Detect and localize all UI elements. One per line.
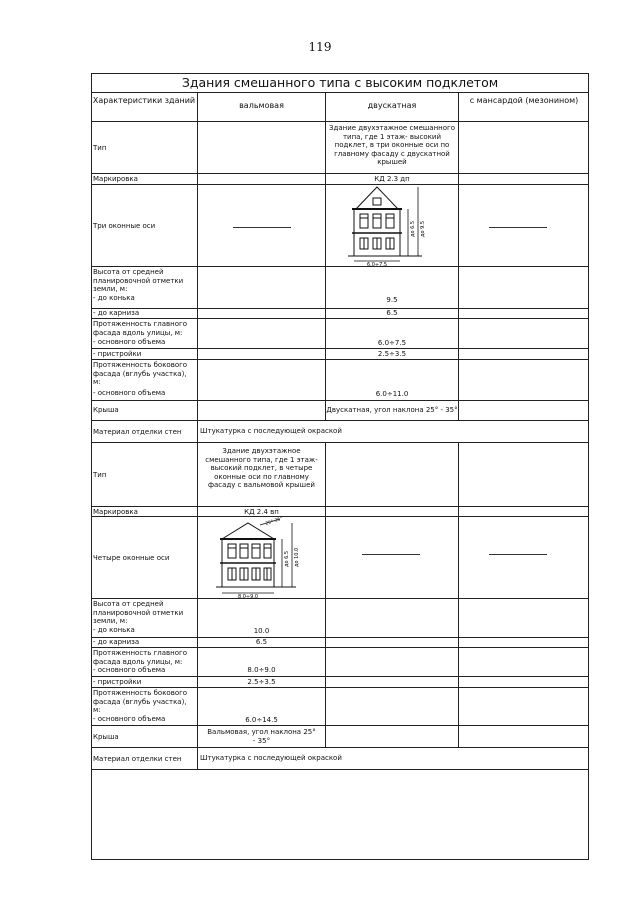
s2-front-row xyxy=(91,648,589,677)
s1-marking-row xyxy=(91,174,589,185)
s2-marking-row xyxy=(91,507,589,517)
s1-front-main-label: - основного объема xyxy=(93,338,166,346)
s2-height-row xyxy=(91,599,589,638)
s1-front-ext: 2.5÷3.5 xyxy=(377,350,407,358)
s1-hip-dash xyxy=(233,227,291,228)
s2-dim-bottom: 8.0÷9.0 xyxy=(237,594,259,599)
s1-marking-label: Маркировка xyxy=(93,175,138,183)
s2-front-label: Протяженность главного фасада вдоль улицы, м: xyxy=(93,649,187,666)
s1-ext-row xyxy=(91,349,589,360)
s1-to-ridge-label: - до конька xyxy=(93,294,135,302)
s1-dim-bottom: 6.0÷7.5 xyxy=(366,262,388,267)
s2-front-ext: 2.5÷3.5 xyxy=(247,678,276,686)
s2-type-text: Здание двухэтажное смешанного типа, где 1 этаж- высокий подклет, в четыре оконные оси по главному фасаду с вальмовой крышей xyxy=(205,447,318,489)
s1-side-row xyxy=(91,360,589,401)
s2-dim-h1: до 6.5 xyxy=(284,550,290,567)
s2-marking-label: Маркировка xyxy=(93,508,138,516)
s2-mansard-dash xyxy=(489,554,547,555)
s2-side-main-label: - основного объема xyxy=(93,715,166,723)
s1-to-cornice-label: - до карниза xyxy=(93,309,140,317)
table-title: Здания смешанного типа с высоким подклетом xyxy=(91,73,589,93)
s2-angle: 25°-35° xyxy=(265,517,284,527)
s1-front-main: 6.0÷7.5 xyxy=(377,339,407,347)
s1-ext-label: - пристройки xyxy=(93,350,142,358)
s2-type-row xyxy=(91,443,589,507)
s1-wall-label: Материал отделки стен xyxy=(93,428,182,436)
s1-mansard-dash xyxy=(489,227,547,228)
header-characteristics: Характеристики зданий xyxy=(92,96,196,105)
s2-type-label: Тип xyxy=(93,471,107,479)
s1-roof-row xyxy=(91,401,589,421)
s2-roof-label: Крыша xyxy=(93,733,119,741)
s1-axes-label: Три оконные оси xyxy=(93,222,156,230)
table-title-row xyxy=(91,73,589,93)
s2-side-row xyxy=(91,688,589,726)
s2-marking: КД 2.4 вп xyxy=(244,508,279,516)
s1-dim-h1: до 6.5 xyxy=(410,220,416,237)
s2-ext-label: - пристройки xyxy=(93,678,142,686)
s2-drawing-row xyxy=(91,517,589,599)
s2-to-cornice: 6.5 xyxy=(255,638,268,646)
s1-dim-h2: до 9.5 xyxy=(420,220,426,237)
s2-side-label: Протяженность бокового фасада (вглубь участка), м: xyxy=(93,689,188,714)
s1-height-label: Высота от средней планировочной отметки земли, м: xyxy=(93,268,184,293)
s2-to-ridge-label: - до конька xyxy=(93,626,135,634)
s1-side-main-label: - основного объема xyxy=(93,389,166,397)
s1-front-row xyxy=(91,319,589,349)
s1-wall-material: Штукатурка с последующей окраской xyxy=(200,427,342,435)
s2-side-main: 6.0÷14.5 xyxy=(245,716,278,724)
s1-side-label: Протяженность бокового фасада (вглубь участка), м: xyxy=(93,361,188,386)
s1-to-cornice: 6.5 xyxy=(386,309,398,317)
s2-front-main: 8.0÷9.0 xyxy=(247,666,276,674)
s1-drawing-row xyxy=(91,185,589,267)
header-mansard: с мансардой (мезонином) xyxy=(469,96,579,105)
s2-wall-material: Штукатурка с последующей окраской xyxy=(200,754,342,762)
header-row xyxy=(91,93,589,122)
page-number: 119 xyxy=(308,40,332,54)
s2-front-main-label: - основного объема xyxy=(93,666,166,674)
s1-facade-drawing xyxy=(326,185,459,267)
s2-to-cornice-label: - до карниза xyxy=(93,638,140,646)
s1-wall-row xyxy=(91,421,589,443)
s2-facade-drawing xyxy=(198,517,326,599)
s2-wall-label: Материал отделки стен xyxy=(93,755,182,763)
s2-wall-row xyxy=(91,748,589,770)
s2-height-label: Высота от средней планировочной отметки земли, м: xyxy=(93,600,184,625)
s2-gable-dash xyxy=(362,554,420,555)
s2-roof-row xyxy=(91,726,589,748)
s1-type-row xyxy=(91,122,589,174)
s2-axes-label: Четыре оконные оси xyxy=(93,554,170,562)
s1-marking: КД 2.3 дп xyxy=(374,175,410,183)
header-hip: вальмовая xyxy=(239,101,284,110)
s2-to-ridge: 10.0 xyxy=(253,627,270,635)
s1-roof: Двускатная, угол наклона 25° - 35° xyxy=(326,406,458,414)
s1-roof-label: Крыша xyxy=(93,406,119,414)
s2-roof: Вальмовая, угол наклона 25° - 35° xyxy=(207,728,316,745)
s1-height-row xyxy=(91,267,589,309)
s2-ext-row xyxy=(91,677,589,688)
s1-to-ridge: 9.5 xyxy=(386,296,398,304)
s2-dim-h2: до 10.0 xyxy=(294,547,300,567)
header-gable: двускатная xyxy=(367,101,417,110)
s1-type-text: Здание двухэтажное смешанного типа, где 1 этаж- высокий подклет, в три оконные оси по главному фасаду с двускатной крышей xyxy=(329,124,455,166)
s1-side-main: 6.0÷11.0 xyxy=(375,390,409,398)
s1-cornice-row xyxy=(91,309,589,319)
s1-front-label: Протяженность главного фасада вдоль улицы, м: xyxy=(93,320,187,337)
s1-type-label: Тип xyxy=(93,144,107,152)
s2-cornice-row xyxy=(91,638,589,648)
